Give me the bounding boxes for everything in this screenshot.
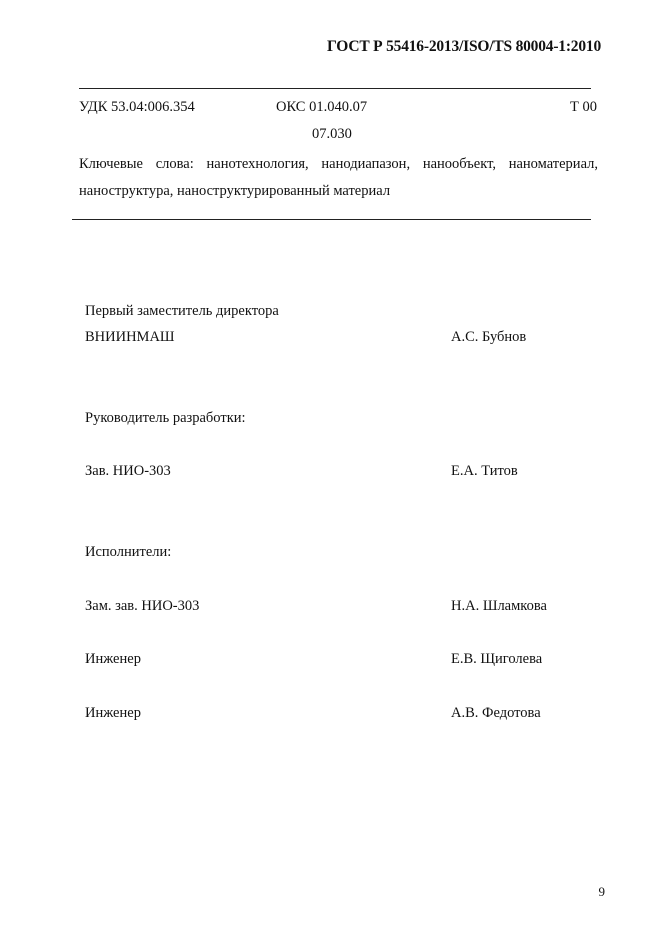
- executor3-name: А.В. Федотова: [451, 705, 541, 721]
- udk-code: УДК 53.04:006.354: [79, 99, 195, 115]
- oks-code-line1: ОКС 01.040.07: [276, 99, 368, 115]
- page-number: 9: [598, 884, 605, 899]
- dev-lead-name: Е.А. Титов: [451, 463, 518, 479]
- t-code: Т 00: [570, 99, 597, 115]
- bottom-divider: [72, 219, 591, 220]
- executor1-title: Зам. зав. НИО-303: [85, 598, 200, 614]
- executor2-name: Е.В. Щиголева: [451, 651, 543, 667]
- director-name: А.С. Бубнов: [451, 329, 527, 345]
- director-title-line2: ВНИИНМАШ: [85, 329, 175, 345]
- standard-designation: ГОСТ Р 55416-2013/ISO/TS 80004-1:2010: [327, 38, 601, 55]
- oks-code-line2: 07.030: [312, 126, 352, 142]
- executors-heading: Исполнители:: [85, 544, 172, 560]
- executor2-title: Инженер: [85, 651, 141, 667]
- top-divider: [79, 88, 591, 89]
- dev-lead-title: Зав. НИО-303: [85, 463, 171, 479]
- executor1-name: Н.А. Шламкова: [451, 598, 547, 614]
- dev-lead-heading: Руководитель разработки:: [85, 410, 246, 426]
- executor3-title: Инженер: [85, 705, 141, 721]
- keywords-paragraph: Ключевые слова: нанотехнология, нанодиапазон, нанообъект, наноматериал, наноструктура, наноструктурированный материал: [79, 156, 598, 199]
- director-title-line1: Первый заместитель директора: [85, 303, 279, 319]
